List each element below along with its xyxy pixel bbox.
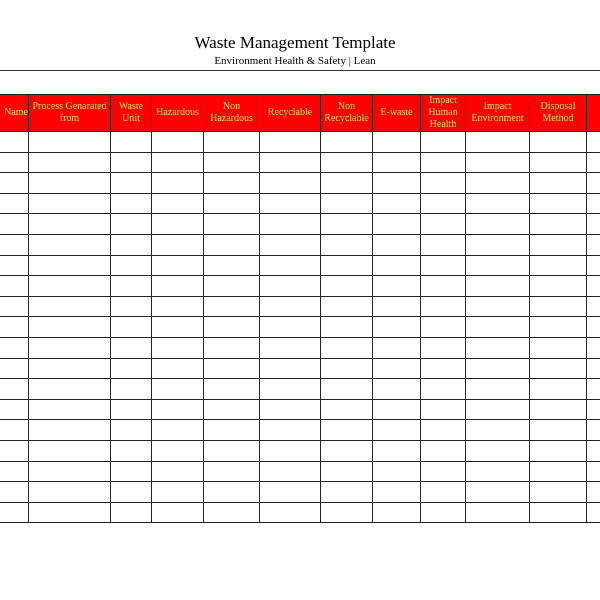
table-cell[interactable] [466,296,530,317]
table-cell[interactable] [260,399,321,420]
table-cell[interactable] [466,502,530,523]
table-cell[interactable] [0,502,29,523]
table-cell[interactable] [530,461,587,482]
table-cell[interactable] [466,132,530,153]
table-cell[interactable] [587,358,600,379]
table-cell[interactable] [111,276,152,297]
table-cell[interactable] [530,358,587,379]
table-cell[interactable] [152,482,204,503]
table-cell[interactable] [260,296,321,317]
table-cell[interactable] [111,420,152,441]
table-cell[interactable] [0,317,29,338]
table-cell[interactable] [466,234,530,255]
table-cell[interactable] [373,255,421,276]
table-cell[interactable] [421,379,466,400]
table-cell[interactable] [530,152,587,173]
table-cell[interactable] [204,173,260,194]
table-row [0,358,600,379]
table-cell[interactable] [373,317,421,338]
title-divider [0,70,600,71]
table-cell[interactable] [587,502,600,523]
table-cell[interactable] [530,502,587,523]
table-cell[interactable] [587,379,600,400]
table-cell[interactable] [321,461,373,482]
table-cell[interactable] [587,214,600,235]
table-cell[interactable] [0,420,29,441]
table-cell[interactable] [204,337,260,358]
table-cell[interactable] [29,358,111,379]
table-cell[interactable] [587,276,600,297]
header-process-generated-from[interactable]: Process Genarated from [29,95,111,132]
table-cell[interactable] [0,234,29,255]
table-cell[interactable] [204,317,260,338]
table-cell[interactable] [29,255,111,276]
table-cell[interactable] [152,132,204,153]
table-cell[interactable] [466,440,530,461]
table-cell[interactable] [587,440,600,461]
table-cell[interactable] [321,420,373,441]
header-impact-human-health[interactable]: Impact Human Health [421,95,466,132]
table-cell[interactable] [152,234,204,255]
table-cell[interactable] [260,482,321,503]
table-row [0,440,600,461]
table-cell[interactable] [421,440,466,461]
table-row [0,296,600,317]
table-cell[interactable] [587,173,600,194]
table-cell[interactable] [260,214,321,235]
table-cell[interactable] [466,152,530,173]
table-cell[interactable] [204,255,260,276]
table-cell[interactable] [152,276,204,297]
table-cell[interactable] [421,214,466,235]
table-cell[interactable] [373,440,421,461]
table-row [0,132,600,153]
table-cell[interactable] [373,379,421,400]
table-cell[interactable] [373,337,421,358]
table-cell[interactable] [260,173,321,194]
table-cell[interactable] [421,132,466,153]
table-cell[interactable] [321,296,373,317]
table-cell[interactable] [466,276,530,297]
table-cell[interactable] [111,337,152,358]
table-cell[interactable] [373,502,421,523]
table-cell[interactable] [204,296,260,317]
table-cell[interactable] [0,399,29,420]
table-cell[interactable] [111,317,152,338]
table-cell[interactable] [530,317,587,338]
table-cell[interactable] [111,132,152,153]
table-cell[interactable] [260,276,321,297]
table-cell[interactable] [29,337,111,358]
table-cell[interactable] [152,502,204,523]
table-cell[interactable] [530,482,587,503]
table-cell[interactable] [321,132,373,153]
table-cell[interactable] [421,420,466,441]
table-cell[interactable] [321,502,373,523]
table-cell[interactable] [466,420,530,441]
table-body [0,132,600,523]
table-cell[interactable] [373,399,421,420]
table-cell[interactable] [421,276,466,297]
table-cell[interactable] [466,214,530,235]
table-cell[interactable] [204,234,260,255]
table-cell[interactable] [0,152,29,173]
header-non-recyclable[interactable]: Non Recyclable [321,95,373,132]
table-cell[interactable] [466,358,530,379]
table-cell[interactable] [260,255,321,276]
table-cell[interactable] [29,132,111,153]
table-cell[interactable] [587,482,600,503]
table-cell[interactable] [587,337,600,358]
table-cell[interactable] [373,420,421,441]
document-title: Waste Management Template [194,33,396,52]
table-cell[interactable] [111,214,152,235]
table-cell[interactable] [421,255,466,276]
table-cell[interactable] [321,152,373,173]
table-cell[interactable] [29,502,111,523]
header-disposal-method[interactable]: Disposal Method [530,95,587,132]
table-cell[interactable] [29,214,111,235]
table-cell[interactable] [530,399,587,420]
table-cell[interactable] [204,379,260,400]
table-cell[interactable] [421,173,466,194]
table-cell[interactable] [29,152,111,173]
table-cell[interactable] [29,193,111,214]
table-cell[interactable] [587,193,600,214]
table-cell[interactable] [321,234,373,255]
table-cell[interactable] [530,379,587,400]
table-cell[interactable] [152,358,204,379]
table-cell[interactable] [373,296,421,317]
table-cell[interactable] [260,234,321,255]
table-cell[interactable] [466,379,530,400]
table-cell[interactable] [466,399,530,420]
table-cell[interactable] [204,440,260,461]
table-cell[interactable] [29,440,111,461]
table-cell[interactable] [204,502,260,523]
table-cell[interactable] [111,379,152,400]
table-cell[interactable] [0,132,29,153]
table-cell[interactable] [111,152,152,173]
header-extra[interactable] [587,95,600,132]
table-cell[interactable] [321,379,373,400]
table-cell[interactable] [111,193,152,214]
table-row [0,255,600,276]
header-waste-unit[interactable]: Waste Unit [111,95,152,132]
table-cell[interactable] [204,461,260,482]
table-cell[interactable] [152,193,204,214]
table-cell[interactable] [321,193,373,214]
table-cell[interactable] [321,358,373,379]
table-cell[interactable] [29,399,111,420]
table-cell[interactable] [373,234,421,255]
table-cell[interactable] [260,193,321,214]
table-cell[interactable] [587,132,600,153]
table-cell[interactable] [530,296,587,317]
table-cell[interactable] [260,440,321,461]
table-cell[interactable] [321,317,373,338]
table-row [0,420,600,441]
table-cell[interactable] [373,214,421,235]
table-cell[interactable] [152,420,204,441]
table-cell[interactable] [260,379,321,400]
table-cell[interactable] [204,358,260,379]
table-cell[interactable] [111,482,152,503]
table-cell[interactable] [29,461,111,482]
table-cell[interactable] [466,461,530,482]
table-cell[interactable] [587,399,600,420]
header-e-waste[interactable]: E-waste [373,95,421,132]
table-cell[interactable] [587,234,600,255]
table-cell[interactable] [587,317,600,338]
table-cell[interactable] [530,193,587,214]
table-cell[interactable] [466,317,530,338]
table-cell[interactable] [152,152,204,173]
table-cell[interactable] [587,461,600,482]
table-row [0,502,600,523]
table-cell[interactable] [0,296,29,317]
table-cell[interactable] [111,234,152,255]
table-cell[interactable] [152,296,204,317]
document-subtitle: Environment Health & Safety | Lean [214,55,376,67]
table-cell[interactable] [152,317,204,338]
table-cell[interactable] [321,173,373,194]
table-cell[interactable] [29,234,111,255]
table-cell[interactable] [466,337,530,358]
table-cell[interactable] [29,296,111,317]
table-cell[interactable] [204,214,260,235]
table-cell[interactable] [530,132,587,153]
table-cell[interactable] [530,173,587,194]
table-cell[interactable] [260,502,321,523]
table-cell[interactable] [152,379,204,400]
table-cell[interactable] [204,132,260,153]
table-row [0,193,600,214]
table-cell[interactable] [0,193,29,214]
table-cell[interactable] [421,482,466,503]
table-cell[interactable] [29,482,111,503]
table-cell[interactable] [587,152,600,173]
table-cell[interactable] [421,502,466,523]
table-cell[interactable] [466,482,530,503]
table-cell[interactable] [152,440,204,461]
table-cell[interactable] [111,296,152,317]
table-row [0,461,600,482]
table-cell[interactable] [260,132,321,153]
table-cell[interactable] [321,337,373,358]
table-cell[interactable] [0,337,29,358]
table-cell[interactable] [111,502,152,523]
table-cell[interactable] [421,358,466,379]
table-cell[interactable] [421,296,466,317]
table-row [0,337,600,358]
table-row [0,317,600,338]
table-cell[interactable] [373,276,421,297]
table-cell[interactable] [321,440,373,461]
table-cell[interactable] [421,152,466,173]
table-cell[interactable] [0,255,29,276]
table-cell[interactable] [0,173,29,194]
table-row [0,234,600,255]
table-cell[interactable] [152,255,204,276]
table-cell[interactable] [373,358,421,379]
table-cell[interactable] [421,399,466,420]
table-cell[interactable] [321,214,373,235]
header-row [0,95,600,132]
table-cell[interactable] [421,193,466,214]
table-cell[interactable] [530,276,587,297]
table-cell[interactable] [373,461,421,482]
header-hazardous[interactable]: Hazardous [152,95,204,132]
table-row [0,214,600,235]
table-cell[interactable] [321,276,373,297]
table-cell[interactable] [111,399,152,420]
table-cell[interactable] [260,461,321,482]
table-cell[interactable] [111,461,152,482]
table-row [0,379,600,400]
table-cell[interactable] [111,358,152,379]
table-cell[interactable] [152,399,204,420]
table-cell[interactable] [152,337,204,358]
table-row [0,482,600,503]
table-cell[interactable] [204,399,260,420]
table-cell[interactable] [152,173,204,194]
table-cell[interactable] [0,214,29,235]
table-cell[interactable] [152,461,204,482]
table-cell[interactable] [530,234,587,255]
table-cell[interactable] [587,296,600,317]
table-cell[interactable] [466,193,530,214]
table-cell[interactable] [0,358,29,379]
table-cell[interactable] [204,152,260,173]
table-cell[interactable] [587,420,600,441]
table-cell[interactable] [29,173,111,194]
table-cell[interactable] [421,461,466,482]
table-cell[interactable] [373,193,421,214]
table-cell[interactable] [260,358,321,379]
table-cell[interactable] [0,461,29,482]
table-cell[interactable] [0,379,29,400]
table-cell[interactable] [0,482,29,503]
table-cell[interactable] [111,255,152,276]
table-cell[interactable] [466,255,530,276]
table-cell[interactable] [111,173,152,194]
table-cell[interactable] [260,317,321,338]
table-cell[interactable] [111,440,152,461]
table-cell[interactable] [466,173,530,194]
table-row [0,152,600,173]
table-cell[interactable] [373,132,421,153]
header-name[interactable]: Name [0,95,29,132]
table-cell[interactable] [0,276,29,297]
table-cell[interactable] [29,276,111,297]
table-cell[interactable] [373,173,421,194]
table-cell[interactable] [152,214,204,235]
header-non-hazardous[interactable]: Non Hazardous [204,95,260,132]
table-cell[interactable] [0,440,29,461]
table-cell[interactable] [260,420,321,441]
table-cell[interactable] [587,255,600,276]
table-cell[interactable] [204,193,260,214]
table-cell[interactable] [260,337,321,358]
table-cell[interactable] [421,234,466,255]
table-cell[interactable] [373,482,421,503]
table-cell[interactable] [530,420,587,441]
table-cell[interactable] [260,152,321,173]
table-row [0,399,600,420]
waste-table [0,94,600,523]
table-cell[interactable] [373,152,421,173]
table-cell[interactable] [29,420,111,441]
table-cell[interactable] [204,482,260,503]
header-recyclable[interactable]: Recyclable [260,95,321,132]
table-cell[interactable] [321,482,373,503]
table-cell[interactable] [530,337,587,358]
table-cell[interactable] [530,255,587,276]
table-cell[interactable] [421,317,466,338]
table-row [0,276,600,297]
table-cell[interactable] [530,214,587,235]
table-cell[interactable] [530,440,587,461]
header-impact-environment[interactable]: Impact Environment [466,95,530,132]
table-cell[interactable] [421,337,466,358]
table-cell[interactable] [321,399,373,420]
table-cell[interactable] [29,317,111,338]
table-row [0,173,600,194]
table-cell[interactable] [29,379,111,400]
table-cell[interactable] [321,255,373,276]
table-cell[interactable] [204,276,260,297]
table-cell[interactable] [204,420,260,441]
